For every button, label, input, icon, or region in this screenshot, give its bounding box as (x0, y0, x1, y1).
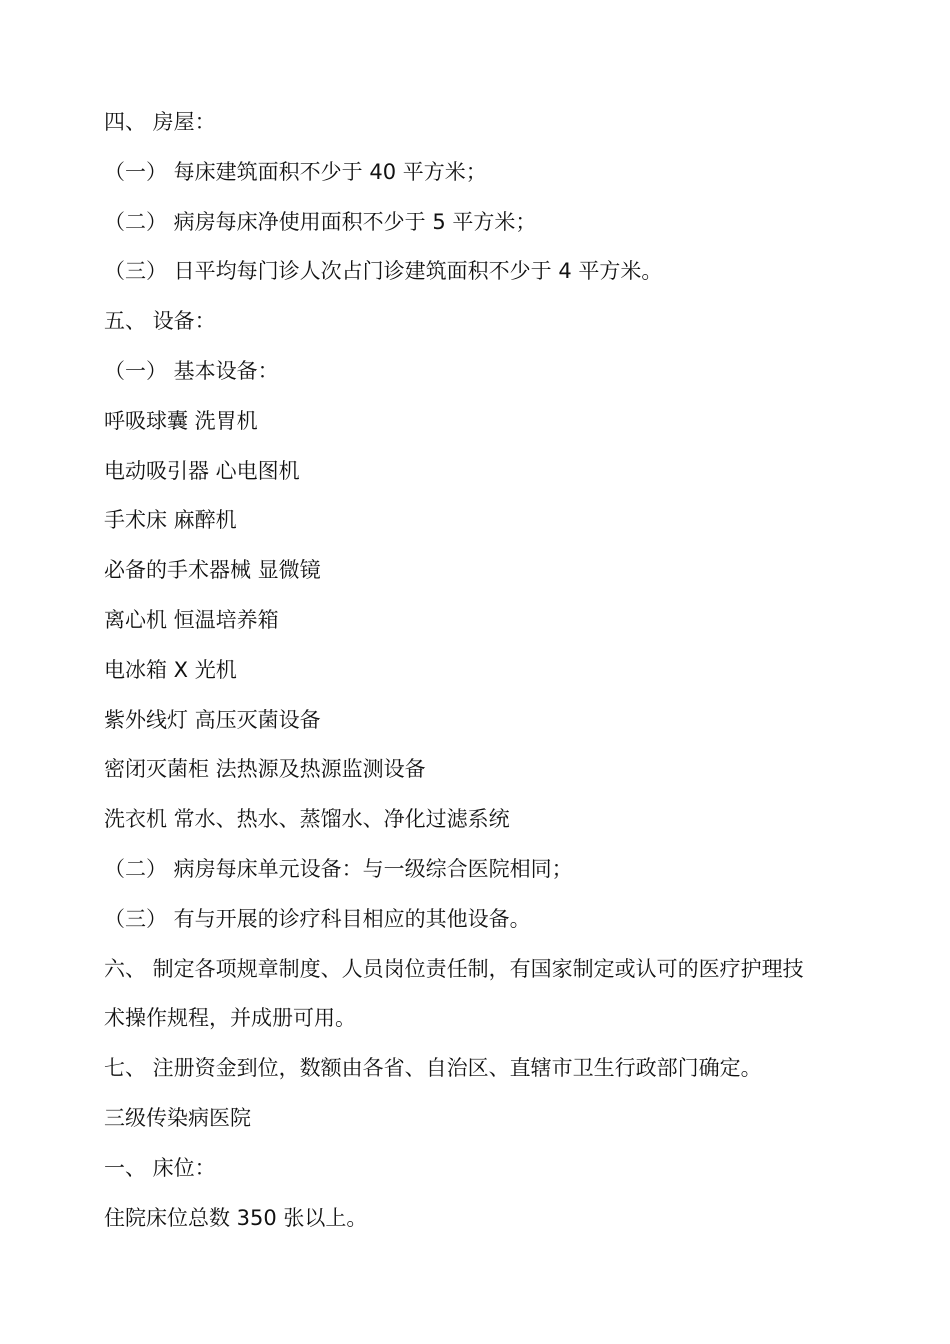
equipment-item-2: （二） 病房每床单元设备：与一级综合医院相同； (104, 856, 573, 881)
equipment-list-line: 电动吸引器 心电图机 (104, 458, 300, 483)
equipment-list-line: 洗衣机 常水、热水、蒸馏水、净化过滤系统 (104, 807, 510, 832)
equipment-subheading-basic: （一） 基本设备： (104, 358, 279, 383)
equipment-item-3: （三） 有与开展的诊疗科目相应的其他设备。 (104, 906, 531, 931)
housing-item-1: （一） 每床建筑面积不少于 40 平方米； (104, 159, 487, 184)
section-heading-capital: 七、 注册资金到位，数额由各省、自治区、直辖市卫生行政部门确定。 (104, 1056, 762, 1081)
document-page (104, 104, 864, 1249)
hospital-category-title: 三级传染病医院 (104, 1105, 251, 1130)
section-heading-equipment: 五、 设备： (104, 309, 216, 334)
section-heading-regulations: 六、 制定各项规章制度、人员岗位责任制，有国家制定或认可的医疗护理技 (104, 956, 804, 981)
equipment-list-line: 必备的手术器械 显微镜 (104, 558, 321, 583)
equipment-list-line: 手术床 麻醉机 (104, 508, 237, 533)
equipment-list-line: 密闭灭菌柜 法热源及热源监测设备 (104, 757, 426, 782)
regulations-continuation: 术操作规程，并成册可用。 (104, 1006, 356, 1031)
equipment-list-line: 呼吸球囊 洗胃机 (104, 408, 258, 433)
equipment-list-line: 紫外线灯 高压灭菌设备 (104, 707, 321, 732)
equipment-list-line: 电冰箱 X 光机 (104, 657, 237, 682)
section-heading-beds: 一、 床位： (104, 1155, 216, 1180)
equipment-list-line: 离心机 恒温培养箱 (104, 607, 279, 632)
beds-requirement: 住院床位总数 350 张以上。 (104, 1205, 368, 1230)
housing-item-3: （三） 日平均每门诊人次占门诊建筑面积不少于 4 平方米。 (104, 259, 663, 284)
section-heading-housing: 四、 房屋： (104, 110, 216, 134)
housing-item-2: （二） 病房每床净使用面积不少于 5 平方米； (104, 209, 537, 234)
